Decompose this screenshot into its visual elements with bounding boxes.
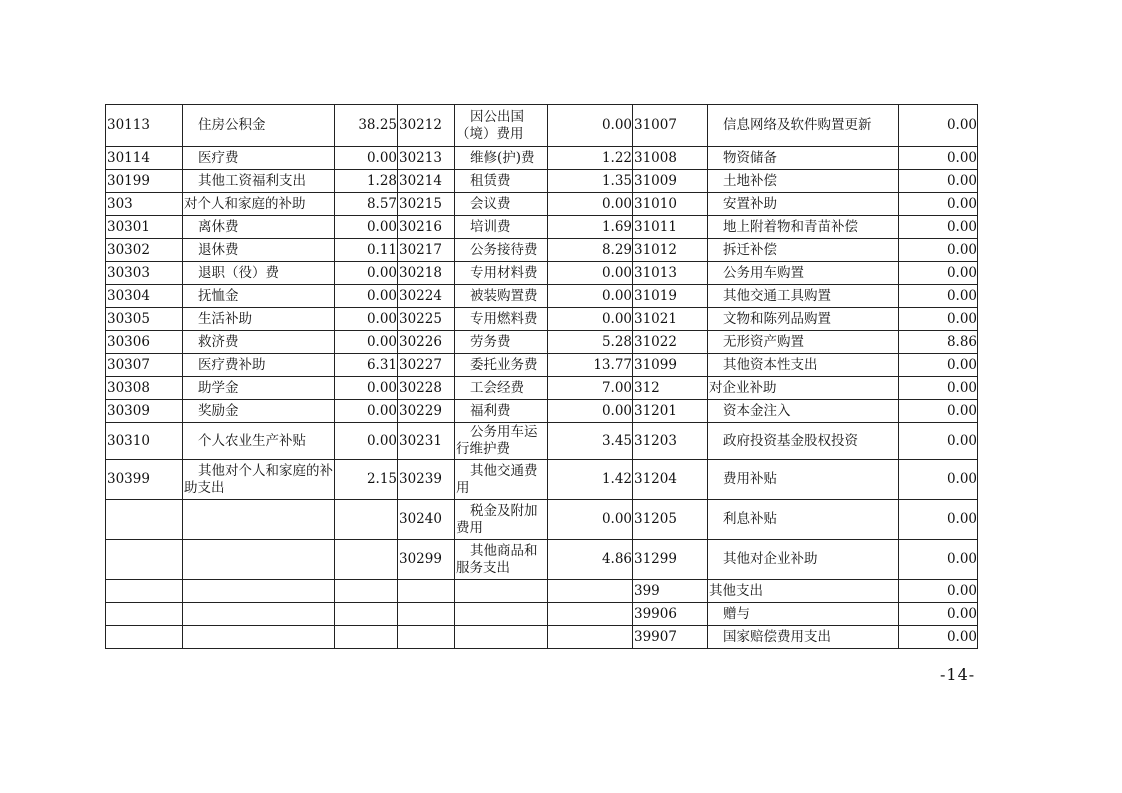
item-code-cell: 30399 bbox=[106, 460, 183, 500]
table-row bbox=[106, 626, 978, 649]
item-name: 利息补贴 bbox=[723, 511, 777, 527]
item-name bbox=[456, 629, 470, 645]
item-name: 其他工资福利支出 bbox=[198, 172, 306, 189]
item-name: 无形资产购置 bbox=[723, 333, 804, 350]
item-name-cell bbox=[183, 147, 335, 170]
item-name: 政府投资基金股权投资 bbox=[723, 432, 858, 449]
item-name: 对企业补助 bbox=[709, 379, 777, 396]
item-name: 对个人和家庭的补助 bbox=[184, 195, 306, 212]
item-code-cell: 30215 bbox=[398, 193, 455, 216]
item-name: 税金及附加费用 bbox=[456, 502, 538, 536]
item-code-cell: 399 bbox=[633, 580, 708, 603]
item-name-cell bbox=[183, 500, 335, 540]
item-name-cell bbox=[183, 331, 335, 354]
table-row bbox=[106, 354, 978, 377]
item-code-cell: 30303 bbox=[106, 262, 183, 285]
item-name: 其他对企业补助 bbox=[723, 551, 818, 567]
item-code-cell: 30212 bbox=[398, 105, 455, 147]
table-row bbox=[106, 540, 978, 580]
table-row bbox=[106, 580, 978, 603]
item-amount-cell: 0.00 bbox=[548, 308, 633, 331]
item-amount-cell: 0.00 bbox=[548, 500, 633, 540]
item-code-cell: 31299 bbox=[633, 540, 708, 580]
item-amount-cell bbox=[335, 580, 398, 603]
item-code-cell: 31099 bbox=[633, 354, 708, 377]
item-name-cell bbox=[708, 147, 899, 170]
item-name-cell bbox=[708, 285, 899, 308]
item-amount-cell: 0.00 bbox=[899, 400, 978, 423]
item-code-cell: 30114 bbox=[106, 147, 183, 170]
item-name: 其他支出 bbox=[709, 582, 763, 599]
item-amount-cell bbox=[335, 540, 398, 580]
item-code-cell bbox=[398, 626, 455, 649]
item-name: 国家赔偿费用支出 bbox=[723, 628, 831, 645]
item-name-cell bbox=[455, 500, 548, 540]
item-amount-cell: 0.00 bbox=[548, 193, 633, 216]
item-name-cell bbox=[708, 216, 899, 239]
item-name: 委托业务费 bbox=[470, 356, 538, 373]
item-name-cell bbox=[183, 400, 335, 423]
item-amount-cell: 0.00 bbox=[899, 147, 978, 170]
item-amount-cell: 7.00 bbox=[548, 377, 633, 400]
item-amount-cell: 8.57 bbox=[335, 193, 398, 216]
table-row bbox=[106, 285, 978, 308]
item-name: 公务用车运行维护费 bbox=[456, 424, 538, 457]
item-code-cell: 30309 bbox=[106, 400, 183, 423]
table-row bbox=[106, 216, 978, 239]
item-name-cell bbox=[708, 500, 899, 540]
item-amount-cell: 0.00 bbox=[899, 170, 978, 193]
item-amount-cell bbox=[335, 626, 398, 649]
item-name-cell bbox=[183, 540, 335, 580]
item-name-cell bbox=[708, 308, 899, 331]
item-amount-cell bbox=[548, 603, 633, 626]
item-amount-cell: 1.35 bbox=[548, 170, 633, 193]
item-name-cell bbox=[455, 239, 548, 262]
item-code-cell: 31013 bbox=[633, 262, 708, 285]
item-name-cell bbox=[708, 170, 899, 193]
item-name: 离休费 bbox=[198, 218, 239, 235]
item-name-cell bbox=[455, 460, 548, 500]
item-code-cell: 39907 bbox=[633, 626, 708, 649]
table-row bbox=[106, 262, 978, 285]
item-code-cell: 30240 bbox=[398, 500, 455, 540]
item-code-cell: 30231 bbox=[398, 423, 455, 460]
item-name: 公务接待费 bbox=[470, 241, 538, 258]
item-name bbox=[184, 629, 198, 645]
item-code-cell: 31019 bbox=[633, 285, 708, 308]
item-name: 工会经费 bbox=[470, 379, 524, 396]
item-amount-cell: 0.00 bbox=[899, 216, 978, 239]
item-code-cell: 30301 bbox=[106, 216, 183, 239]
item-name: 生活补助 bbox=[198, 310, 252, 327]
item-code-cell: 30310 bbox=[106, 423, 183, 460]
item-amount-cell: 1.22 bbox=[548, 147, 633, 170]
item-amount-cell: 0.00 bbox=[899, 193, 978, 216]
item-code-cell: 30214 bbox=[398, 170, 455, 193]
item-name-cell bbox=[183, 239, 335, 262]
item-name: 费用补贴 bbox=[723, 471, 777, 487]
item-code-cell: 30227 bbox=[398, 354, 455, 377]
page-number: -14- bbox=[940, 665, 976, 684]
item-code-cell: 30229 bbox=[398, 400, 455, 423]
item-name-cell bbox=[183, 580, 335, 603]
item-amount-cell: 0.00 bbox=[899, 354, 978, 377]
item-name: 公务用车购置 bbox=[723, 264, 804, 281]
item-amount-cell bbox=[335, 603, 398, 626]
item-name-cell bbox=[708, 626, 899, 649]
item-name: 信息网络及软件购置更新 bbox=[723, 117, 872, 133]
item-amount-cell: 0.00 bbox=[548, 285, 633, 308]
item-amount-cell: 0.00 bbox=[899, 105, 978, 147]
item-name-cell bbox=[183, 423, 335, 460]
item-amount-cell: 0.00 bbox=[899, 603, 978, 626]
item-name: 专用材料费 bbox=[470, 264, 538, 281]
item-name-cell bbox=[183, 285, 335, 308]
item-amount-cell: 0.00 bbox=[335, 377, 398, 400]
item-name: 其他对个人和家庭的补助支出 bbox=[184, 462, 333, 496]
item-code-cell: 31201 bbox=[633, 400, 708, 423]
item-amount-cell: 0.00 bbox=[899, 626, 978, 649]
item-name bbox=[184, 606, 198, 622]
item-code-cell: 31010 bbox=[633, 193, 708, 216]
item-name: 赠与 bbox=[723, 605, 750, 622]
item-name-cell bbox=[455, 331, 548, 354]
item-code-cell: 30299 bbox=[398, 540, 455, 580]
item-amount-cell bbox=[335, 500, 398, 540]
item-name: 其他交通工具购置 bbox=[723, 287, 831, 304]
item-name-cell bbox=[708, 262, 899, 285]
item-name-cell bbox=[708, 580, 899, 603]
item-name-cell bbox=[455, 400, 548, 423]
item-amount-cell: 1.42 bbox=[548, 460, 633, 500]
item-name-cell bbox=[183, 603, 335, 626]
item-name-cell bbox=[455, 354, 548, 377]
item-name: 其他交通费用 bbox=[456, 462, 538, 496]
item-name bbox=[456, 583, 470, 599]
item-name-cell bbox=[183, 216, 335, 239]
item-name-cell bbox=[183, 170, 335, 193]
item-name-cell bbox=[455, 285, 548, 308]
item-code-cell: 31007 bbox=[633, 105, 708, 147]
item-name: 文物和陈列品购置 bbox=[723, 310, 831, 327]
item-code-cell: 31021 bbox=[633, 308, 708, 331]
item-code-cell: 30218 bbox=[398, 262, 455, 285]
item-code-cell: 30228 bbox=[398, 377, 455, 400]
item-name-cell bbox=[183, 626, 335, 649]
item-amount-cell: 0.00 bbox=[335, 147, 398, 170]
item-amount-cell: 0.00 bbox=[335, 262, 398, 285]
table-row bbox=[106, 331, 978, 354]
item-code-cell: 31009 bbox=[633, 170, 708, 193]
item-name: 培训费 bbox=[470, 218, 511, 235]
item-name: 退休费 bbox=[198, 241, 239, 258]
item-name: 福利费 bbox=[470, 402, 511, 419]
item-amount-cell: 1.69 bbox=[548, 216, 633, 239]
item-name: 奖励金 bbox=[198, 402, 239, 419]
item-amount-cell: 0.00 bbox=[899, 308, 978, 331]
item-code-cell: 30199 bbox=[106, 170, 183, 193]
item-name-cell bbox=[183, 262, 335, 285]
item-name: 住房公积金 bbox=[198, 117, 266, 133]
item-amount-cell: 0.00 bbox=[548, 400, 633, 423]
item-code-cell: 30304 bbox=[106, 285, 183, 308]
item-amount-cell: 2.15 bbox=[335, 460, 398, 500]
table-row bbox=[106, 500, 978, 540]
item-name: 其他商品和服务支出 bbox=[456, 542, 538, 576]
item-name-cell bbox=[455, 603, 548, 626]
item-name-cell bbox=[708, 540, 899, 580]
item-name-cell bbox=[455, 216, 548, 239]
item-amount-cell bbox=[548, 580, 633, 603]
item-amount-cell: 8.29 bbox=[548, 239, 633, 262]
item-name-cell bbox=[183, 193, 335, 216]
item-code-cell: 30225 bbox=[398, 308, 455, 331]
item-name-cell bbox=[455, 423, 548, 460]
item-code-cell: 31011 bbox=[633, 216, 708, 239]
item-code-cell: 30239 bbox=[398, 460, 455, 500]
item-name: 助学金 bbox=[198, 379, 239, 396]
item-code-cell: 30308 bbox=[106, 377, 183, 400]
item-code-cell: 303 bbox=[106, 193, 183, 216]
item-amount-cell: 0.00 bbox=[899, 262, 978, 285]
item-name: 医疗费补助 bbox=[198, 356, 266, 373]
item-code-cell: 30213 bbox=[398, 147, 455, 170]
item-name: 地上附着物和青苗补偿 bbox=[723, 218, 858, 235]
item-amount-cell: 4.86 bbox=[548, 540, 633, 580]
item-amount-cell bbox=[548, 626, 633, 649]
item-name: 专用燃料费 bbox=[470, 310, 538, 327]
item-name-cell bbox=[708, 460, 899, 500]
item-amount-cell: 0.00 bbox=[899, 540, 978, 580]
item-name bbox=[184, 551, 198, 567]
item-name: 拆迁补偿 bbox=[723, 241, 777, 258]
item-name-cell bbox=[455, 105, 548, 147]
item-name-cell bbox=[183, 377, 335, 400]
item-name-cell bbox=[455, 170, 548, 193]
item-name-cell bbox=[708, 354, 899, 377]
item-name-cell bbox=[708, 105, 899, 147]
item-amount-cell: 0.11 bbox=[335, 239, 398, 262]
item-name: 因公出国（境）费用 bbox=[456, 108, 524, 142]
budget-expense-table bbox=[105, 104, 978, 649]
item-amount-cell: 0.00 bbox=[548, 105, 633, 147]
table-row bbox=[106, 400, 978, 423]
item-code-cell bbox=[106, 500, 183, 540]
table-row bbox=[106, 193, 978, 216]
item-code-cell bbox=[106, 540, 183, 580]
item-name: 抚恤金 bbox=[198, 287, 239, 304]
item-code-cell: 30113 bbox=[106, 105, 183, 147]
item-amount-cell: 3.45 bbox=[548, 423, 633, 460]
table-row bbox=[106, 377, 978, 400]
item-amount-cell: 0.00 bbox=[335, 400, 398, 423]
item-amount-cell: 0.00 bbox=[899, 500, 978, 540]
item-code-cell: 30216 bbox=[398, 216, 455, 239]
item-code-cell bbox=[106, 580, 183, 603]
item-code-cell: 30307 bbox=[106, 354, 183, 377]
item-amount-cell: 6.31 bbox=[335, 354, 398, 377]
item-name bbox=[184, 511, 198, 527]
item-code-cell: 30226 bbox=[398, 331, 455, 354]
item-name-cell bbox=[455, 626, 548, 649]
item-name-cell bbox=[455, 262, 548, 285]
table-row bbox=[106, 105, 978, 147]
item-name: 维修(护)费 bbox=[470, 149, 535, 166]
item-amount-cell: 1.28 bbox=[335, 170, 398, 193]
item-code-cell: 31022 bbox=[633, 331, 708, 354]
item-code-cell: 31008 bbox=[633, 147, 708, 170]
item-amount-cell: 0.00 bbox=[335, 423, 398, 460]
item-name-cell bbox=[455, 193, 548, 216]
table-row bbox=[106, 603, 978, 626]
item-name-cell bbox=[708, 603, 899, 626]
item-code-cell: 30305 bbox=[106, 308, 183, 331]
item-name: 退职（役）费 bbox=[198, 264, 279, 281]
item-code-cell: 30217 bbox=[398, 239, 455, 262]
item-name-cell bbox=[183, 354, 335, 377]
item-code-cell: 39906 bbox=[633, 603, 708, 626]
item-amount-cell: 0.00 bbox=[335, 331, 398, 354]
item-name: 个人农业生产补贴 bbox=[198, 432, 306, 449]
item-name: 物资储备 bbox=[723, 149, 777, 166]
item-amount-cell: 8.86 bbox=[899, 331, 978, 354]
item-name-cell bbox=[708, 331, 899, 354]
item-amount-cell: 0.00 bbox=[899, 580, 978, 603]
item-name: 土地补偿 bbox=[723, 172, 777, 189]
item-code-cell: 31204 bbox=[633, 460, 708, 500]
item-name-cell bbox=[708, 400, 899, 423]
item-code-cell: 30306 bbox=[106, 331, 183, 354]
table-row bbox=[106, 423, 978, 460]
item-amount-cell: 0.00 bbox=[335, 216, 398, 239]
item-amount-cell: 38.25 bbox=[335, 105, 398, 147]
table-row bbox=[106, 170, 978, 193]
item-name: 被装购置费 bbox=[470, 287, 538, 304]
item-name-cell bbox=[455, 580, 548, 603]
item-amount-cell: 5.28 bbox=[548, 331, 633, 354]
item-name-cell bbox=[183, 460, 335, 500]
item-name-cell bbox=[455, 540, 548, 580]
item-amount-cell: 0.00 bbox=[899, 460, 978, 500]
item-code-cell: 30302 bbox=[106, 239, 183, 262]
item-name: 其他资本性支出 bbox=[723, 356, 818, 373]
item-name: 救济费 bbox=[198, 333, 239, 350]
table-row bbox=[106, 147, 978, 170]
item-name-cell bbox=[708, 423, 899, 460]
item-name bbox=[456, 606, 470, 622]
item-amount-cell: 0.00 bbox=[899, 423, 978, 460]
item-amount-cell: 13.77 bbox=[548, 354, 633, 377]
item-name-cell bbox=[455, 377, 548, 400]
item-code-cell: 31012 bbox=[633, 239, 708, 262]
item-name bbox=[184, 583, 198, 599]
item-code-cell: 31205 bbox=[633, 500, 708, 540]
table-row bbox=[106, 460, 978, 500]
item-name-cell bbox=[708, 377, 899, 400]
table-row bbox=[106, 239, 978, 262]
item-code-cell: 312 bbox=[633, 377, 708, 400]
item-name: 医疗费 bbox=[198, 149, 239, 166]
item-name: 安置补助 bbox=[723, 195, 777, 212]
item-code-cell: 30224 bbox=[398, 285, 455, 308]
item-code-cell bbox=[106, 603, 183, 626]
item-name-cell bbox=[455, 308, 548, 331]
item-name: 租赁费 bbox=[470, 172, 511, 189]
item-name: 劳务费 bbox=[470, 333, 511, 350]
item-name-cell bbox=[183, 105, 335, 147]
table-row bbox=[106, 308, 978, 331]
item-amount-cell: 0.00 bbox=[335, 308, 398, 331]
item-amount-cell: 0.00 bbox=[899, 377, 978, 400]
item-code-cell bbox=[398, 580, 455, 603]
item-amount-cell: 0.00 bbox=[899, 285, 978, 308]
item-name: 会议费 bbox=[470, 195, 511, 212]
item-name-cell bbox=[183, 308, 335, 331]
item-name: 资本金注入 bbox=[723, 402, 791, 419]
item-amount-cell: 0.00 bbox=[335, 285, 398, 308]
item-code-cell bbox=[398, 603, 455, 626]
item-name-cell bbox=[455, 147, 548, 170]
item-amount-cell: 0.00 bbox=[899, 239, 978, 262]
item-name-cell bbox=[708, 193, 899, 216]
item-name-cell bbox=[708, 239, 899, 262]
item-code-cell bbox=[106, 626, 183, 649]
item-code-cell: 31203 bbox=[633, 423, 708, 460]
item-amount-cell: 0.00 bbox=[548, 262, 633, 285]
